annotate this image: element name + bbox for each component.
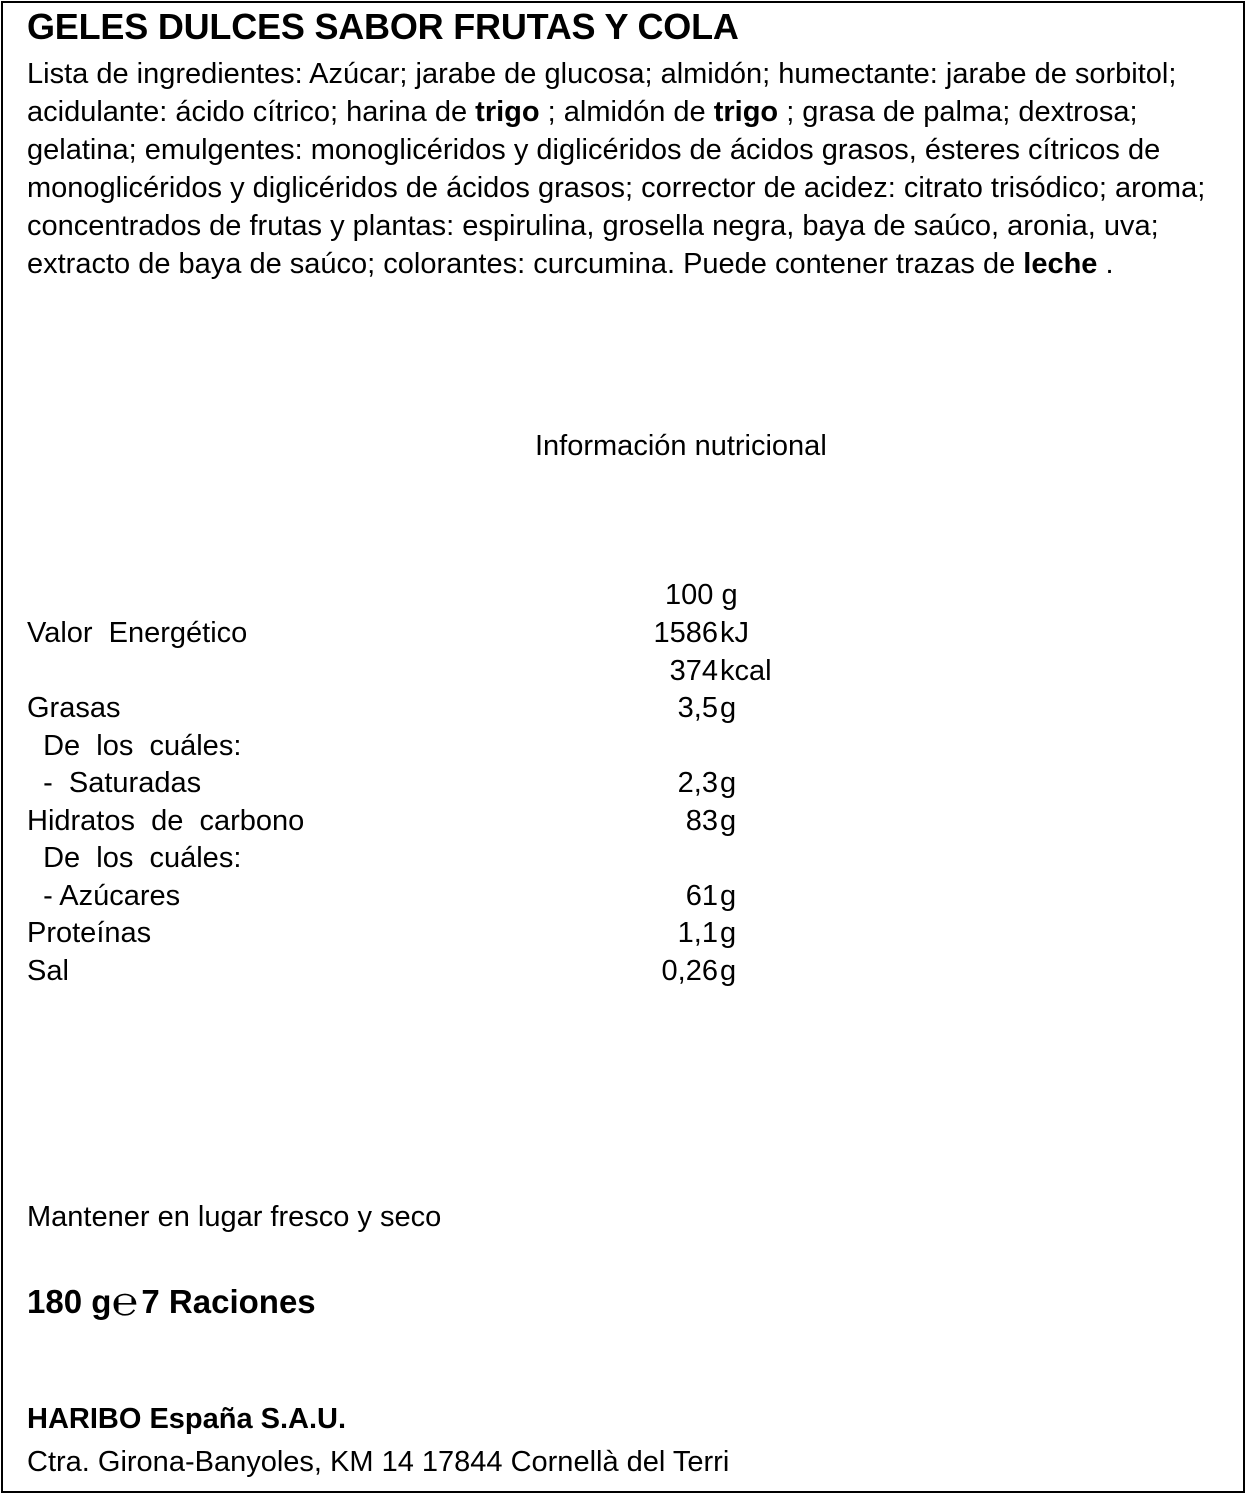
- nutrient-unit: g: [720, 692, 737, 724]
- nutrient-unit: g: [720, 879, 737, 912]
- storage-instructions: Mantener en lugar fresco y seco: [27, 1201, 442, 1233]
- nutrient-label: - Saturadas: [27, 767, 202, 799]
- nutrition-row: [3, 614, 1243, 652]
- nutrition-row: [3, 877, 1243, 915]
- nutrient-value: 1586: [653, 617, 718, 649]
- nutrient-value: 0,26: [661, 954, 718, 987]
- nutrient-value: 61: [685, 879, 718, 912]
- allergen-highlight: trigo: [475, 96, 540, 128]
- product-title: GELES DULCES SABOR FRUTAS Y COLA: [27, 6, 739, 47]
- column-header-100g: 100 g: [665, 579, 738, 611]
- label-frame: [1, 1, 1245, 1493]
- nutrient-label: Sal: [27, 954, 69, 987]
- ingredients-list: [27, 55, 1222, 283]
- ingredients-text: ; almidón de: [539, 96, 714, 128]
- nutrition-row: [3, 652, 1243, 690]
- nutrient-label: De los cuáles:: [27, 842, 242, 874]
- nutrition-title: Información nutricional: [535, 430, 827, 462]
- nutrient-value: 3,5: [677, 692, 718, 724]
- allergen-highlight: leche: [1023, 248, 1098, 280]
- nutrition-row: [3, 802, 1243, 840]
- ingredients-text: Lista de ingredientes: Azúcar; jarabe de glucosa; almidón; humectante: jarabe de sorbitol; acidulante: ácido cítrico; harina de: [27, 58, 1177, 128]
- nutrient-label: - Azúcares: [27, 879, 181, 912]
- net-weight: 180 g: [27, 1283, 112, 1320]
- nutrient-unit: g: [720, 917, 737, 949]
- nutrient-label: De los cuáles:: [27, 729, 242, 762]
- estimate-sign-icon: ℮: [112, 1279, 139, 1324]
- nutrient-value: 2,3: [677, 767, 718, 799]
- ingredients-text: .: [1097, 248, 1114, 280]
- nutrition-row: [3, 914, 1243, 952]
- nutrition-column-header-row: [3, 576, 1243, 614]
- nutrient-unit: kJ: [720, 617, 749, 649]
- nutrient-unit: g: [720, 804, 737, 837]
- nutrient-value: 1,1: [677, 917, 718, 949]
- nutrient-unit: kcal: [720, 654, 772, 687]
- allergen-highlight: trigo: [713, 96, 779, 128]
- nutrient-unit: g: [720, 954, 737, 987]
- nutrient-label: Hidratos de carbono: [27, 804, 305, 837]
- company-name: HARIBO España S.A.U.: [27, 1403, 347, 1435]
- nutrient-label: Grasas: [27, 692, 121, 724]
- nutrition-row: [3, 952, 1243, 990]
- nutrient-unit: g: [720, 767, 737, 799]
- nutrient-label: Proteínas: [27, 917, 152, 949]
- nutrition-row: [3, 689, 1243, 727]
- ingredients-text: ; grasa de palma; dextrosa; gelatina; emulgentes: monoglicéridos y diglicéridos de ácidos grasos, ésteres cítricos de monoglicéridos y diglicéridos de ácidos grasos; corrector de acidez: citrato trisódico; aroma; concentrados de frutas y plantas: espirulina, grosella negra, baya de saúco, aronia, uva; extracto de baya de saúco; colorantes: curcumina. Puede contener trazas de: [27, 96, 1206, 280]
- servings: 7 Raciones: [141, 1283, 316, 1320]
- nutrient-label: Valor Energético: [27, 617, 248, 649]
- company-address: Ctra. Girona-Banyoles, KM 14 17844 Cornellà del Terri: [27, 1446, 730, 1478]
- nutrition-row: [3, 839, 1243, 877]
- nutrient-value: 374: [669, 654, 718, 687]
- net-quantity: [27, 1281, 316, 1323]
- nutrient-value: 83: [685, 804, 718, 837]
- nutrition-row: [3, 727, 1243, 765]
- nutrition-row: [3, 764, 1243, 802]
